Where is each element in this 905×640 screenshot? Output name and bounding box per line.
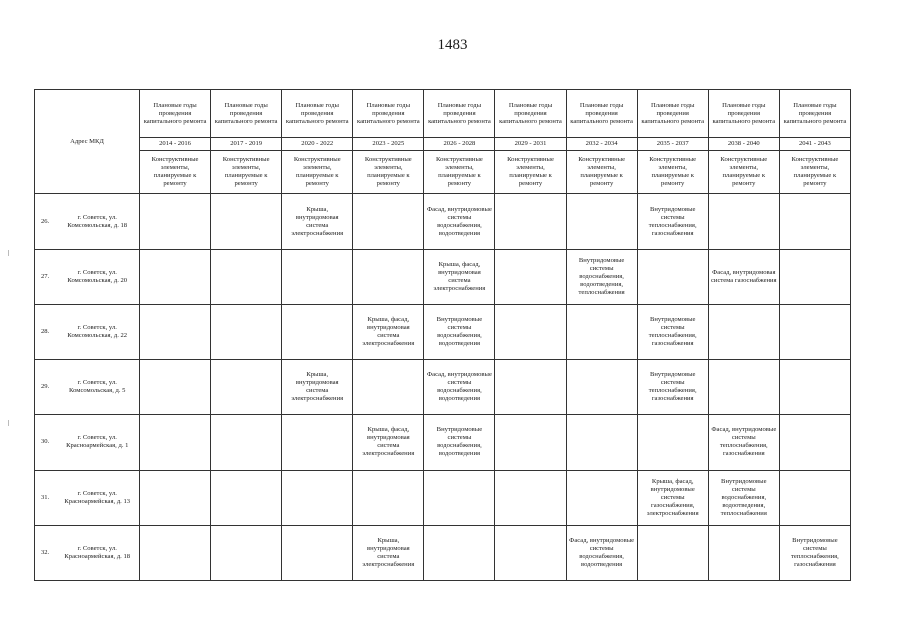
repair-elements-cell [282, 470, 353, 525]
period-years-cell: 2029 - 2031 [495, 138, 566, 151]
elements-header-cell: Конструктивные элементы, планируемые к ремонту [637, 151, 708, 194]
period-header-cell: Плановые годы проведения капитального ремонта [708, 90, 779, 138]
repair-elements-cell: Крыша, фасад, внутридомовая система электроснабжения [353, 415, 424, 470]
repair-elements-cell [708, 304, 779, 359]
row-number: 30. [35, 415, 56, 470]
period-header-cell: Плановые годы проведения капитального ремонта [495, 90, 566, 138]
period-years-cell: 2023 - 2025 [353, 138, 424, 151]
repair-elements-cell [495, 415, 566, 470]
period-header-cell: Плановые годы проведения капитального ремонта [140, 90, 211, 138]
period-years-row [35, 138, 851, 151]
building-address: г. Советск, ул. Комсомольская, д. 20 [56, 249, 140, 304]
repair-elements-cell: Внутридомовые системы водоснабжения, водоотведения [424, 415, 495, 470]
repair-elements-cell: Крыша, фасад, внутридомовые системы газоснабжения, электроснабжения [637, 470, 708, 525]
repair-elements-cell [424, 470, 495, 525]
elements-header-cell: Конструктивные элементы, планируемые к ремонту [140, 151, 211, 194]
elements-header-cell: Конструктивные элементы, планируемые к ремонту [708, 151, 779, 194]
repair-elements-cell [282, 249, 353, 304]
repair-elements-cell [140, 304, 211, 359]
period-years-cell: 2026 - 2028 [424, 138, 495, 151]
scan-mark [8, 250, 9, 256]
repair-elements-cell: Крыша, внутридомовая система электроснабжения [353, 525, 424, 580]
row-number: 32. [35, 525, 56, 580]
building-address: г. Советск, ул. Комсомольская, д. 18 [56, 194, 140, 249]
period-header-cell: Плановые годы проведения капитального ремонта [424, 90, 495, 138]
elements-header-cell: Конструктивные элементы, планируемые к ремонту [211, 151, 282, 194]
period-header-cell: Плановые годы проведения капитального ремонта [779, 90, 850, 138]
repair-schedule-table [34, 89, 851, 581]
repair-elements-cell: Крыша, внутридомовая система электроснабжения [282, 360, 353, 415]
building-address: г. Советск, ул. Комсомольская, д. 5 [56, 360, 140, 415]
repair-elements-cell [140, 194, 211, 249]
repair-elements-cell [566, 415, 637, 470]
period-header-cell: Плановые годы проведения капитального ремонта [353, 90, 424, 138]
table-row [35, 525, 851, 580]
repair-elements-cell [282, 525, 353, 580]
period-years-cell: 2020 - 2022 [282, 138, 353, 151]
repair-elements-cell [424, 525, 495, 580]
repair-elements-cell [637, 249, 708, 304]
repair-elements-cell: Крыша, внутридомовая система электроснабжения [282, 194, 353, 249]
address-header: Адрес МКД [35, 90, 140, 194]
repair-elements-cell [566, 304, 637, 359]
repair-elements-cell: Крыша, фасад, внутридомовая система электроснабжения [353, 304, 424, 359]
repair-elements-cell [566, 194, 637, 249]
repair-elements-cell: Фасад, внутридомовая система газоснабжения [708, 249, 779, 304]
repair-elements-cell: Внутридомовые системы теплоснабжения, газоснабжения [637, 194, 708, 249]
repair-elements-cell [211, 194, 282, 249]
period-years-cell: 2035 - 2037 [637, 138, 708, 151]
repair-elements-cell [708, 525, 779, 580]
repair-elements-cell: Фасад, внутридомовые системы водоснабжения, водоотведения [566, 525, 637, 580]
repair-elements-cell [353, 360, 424, 415]
scan-mark [8, 420, 9, 426]
elements-header-cell: Конструктивные элементы, планируемые к ремонту [353, 151, 424, 194]
repair-elements-cell [495, 194, 566, 249]
table-row [35, 415, 851, 470]
repair-elements-cell: Фасад, внутридомовые системы теплоснабжения, газоснабжения [708, 415, 779, 470]
repair-elements-cell [495, 249, 566, 304]
repair-elements-cell [353, 470, 424, 525]
repair-elements-cell [566, 470, 637, 525]
period-years-cell: 2017 - 2019 [211, 138, 282, 151]
building-address: г. Советск, ул. Красноармейская, д. 1 [56, 415, 140, 470]
repair-elements-cell: Внутридомовые системы теплоснабжения, газоснабжения [637, 304, 708, 359]
repair-elements-cell [779, 415, 850, 470]
repair-elements-cell [779, 304, 850, 359]
repair-elements-cell: Внутридомовые системы теплоснабжения, газоснабжения [779, 525, 850, 580]
repair-elements-cell [708, 194, 779, 249]
elements-header-cell: Конструктивные элементы, планируемые к ремонту [779, 151, 850, 194]
repair-elements-cell [779, 194, 850, 249]
row-number: 29. [35, 360, 56, 415]
period-years-cell: 2032 - 2034 [566, 138, 637, 151]
repair-elements-cell [211, 415, 282, 470]
repair-elements-cell: Внутридомовые системы водоснабжения, водоотведения, теплоснабжения [708, 470, 779, 525]
table-row [35, 470, 851, 525]
repair-elements-cell [495, 470, 566, 525]
repair-elements-cell [140, 249, 211, 304]
repair-elements-cell: Крыша, фасад, внутридомовая система электроснабжения [424, 249, 495, 304]
repair-elements-cell [282, 304, 353, 359]
table-row [35, 194, 851, 249]
repair-elements-cell: Внутридомовые системы водоснабжения, водоотведения [424, 304, 495, 359]
period-years-cell: 2014 - 2016 [140, 138, 211, 151]
repair-elements-cell [637, 415, 708, 470]
period-header-row [35, 90, 851, 138]
table-body [35, 90, 851, 581]
repair-elements-cell [495, 304, 566, 359]
repair-elements-cell [779, 360, 850, 415]
repair-elements-cell [211, 249, 282, 304]
row-number: 27. [35, 249, 56, 304]
repair-elements-cell [495, 360, 566, 415]
repair-elements-cell: Фасад, внутридомовые системы водоснабжения, водоотведения [424, 194, 495, 249]
building-address: г. Советск, ул. Красноармейская, д. 18 [56, 525, 140, 580]
repair-elements-cell [353, 249, 424, 304]
row-number: 26. [35, 194, 56, 249]
repair-elements-cell [140, 470, 211, 525]
repair-elements-cell [140, 360, 211, 415]
repair-elements-cell: Фасад, внутридомовые системы водоснабжения, водоотведения [424, 360, 495, 415]
repair-elements-cell [211, 470, 282, 525]
repair-elements-cell [637, 525, 708, 580]
building-address: г. Советск, ул. Красноармейская, д. 13 [56, 470, 140, 525]
table-row [35, 304, 851, 359]
elements-header-cell: Конструктивные элементы, планируемые к ремонту [424, 151, 495, 194]
period-years-cell: 2038 - 2040 [708, 138, 779, 151]
repair-elements-cell [282, 415, 353, 470]
repair-elements-cell [211, 360, 282, 415]
period-years-cell: 2041 - 2043 [779, 138, 850, 151]
repair-elements-cell: Внутридомовые системы теплоснабжения, газоснабжения [637, 360, 708, 415]
elements-header-cell: Конструктивные элементы, планируемые к ремонту [566, 151, 637, 194]
repair-elements-cell [211, 304, 282, 359]
table-row [35, 360, 851, 415]
repair-elements-cell [779, 470, 850, 525]
period-header-cell: Плановые годы проведения капитального ремонта [211, 90, 282, 138]
period-header-cell: Плановые годы проведения капитального ремонта [566, 90, 637, 138]
repair-elements-cell: Внутридомовые системы водоснабжения, водоотведения, теплоснабжения [566, 249, 637, 304]
building-address: г. Советск, ул. Комсомольская, д. 22 [56, 304, 140, 359]
repair-elements-cell [353, 194, 424, 249]
repair-elements-cell [495, 525, 566, 580]
repair-elements-cell [211, 525, 282, 580]
period-header-cell: Плановые годы проведения капитального ремонта [637, 90, 708, 138]
repair-elements-cell [708, 360, 779, 415]
row-number: 28. [35, 304, 56, 359]
elements-header-cell: Конструктивные элементы, планируемые к ремонту [495, 151, 566, 194]
table-row [35, 249, 851, 304]
elements-header-row [35, 151, 851, 194]
period-header-cell: Плановые годы проведения капитального ремонта [282, 90, 353, 138]
repair-elements-cell [566, 360, 637, 415]
elements-header-cell: Конструктивные элементы, планируемые к ремонту [282, 151, 353, 194]
page-number: 1483 [437, 37, 468, 53]
repair-elements-cell [779, 249, 850, 304]
repair-elements-cell [140, 525, 211, 580]
row-number: 31. [35, 470, 56, 525]
repair-elements-cell [140, 415, 211, 470]
